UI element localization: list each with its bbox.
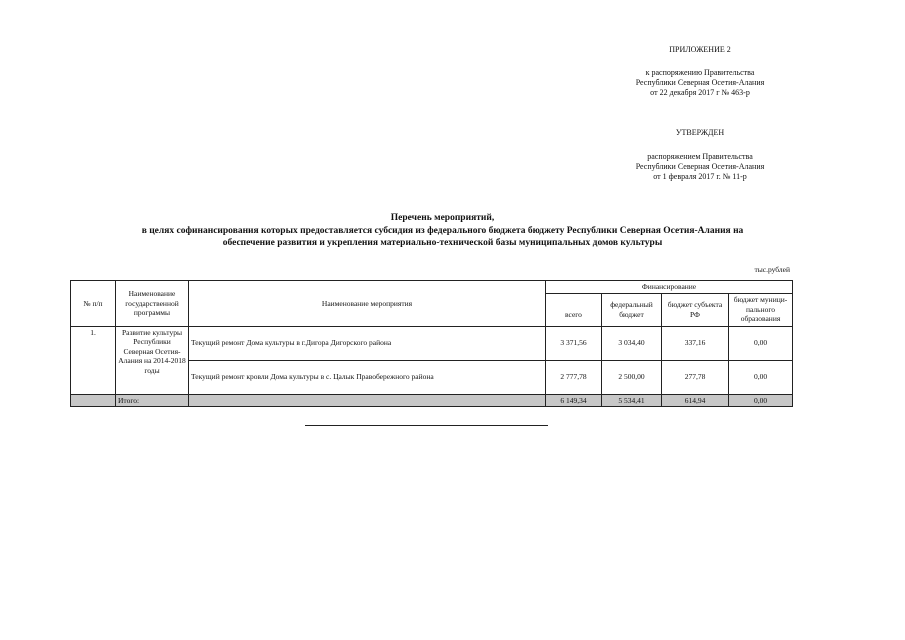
row-1-total: 3 371,56 [546, 326, 602, 360]
total-label: Итого: [116, 394, 189, 407]
approved-line-3: от 1 февраля 2017 г. № 11-р [653, 172, 747, 181]
row-1-event: Текущий ремонт Дома культуры в г.Дигора Дигорского района [189, 326, 546, 360]
events-table [70, 280, 793, 407]
approved-title: УТВЕРЖДЕН [675, 128, 725, 137]
appendix-line-2: Республики Северная Осетия-Алания [635, 78, 765, 87]
row-1-subject: 337,16 [662, 326, 729, 360]
row-2-event: Текущий ремонт кровли Дома культуры в с. Цалык Правобережного района [189, 360, 546, 394]
row-2-municipal: 0,00 [729, 360, 793, 394]
document-title-line-3: обеспечение развития и укрепления материально-технической базы муниципальных домов культуры [222, 238, 663, 248]
header-total: всего [546, 293, 602, 326]
header-subject: бюджет субъекта РФ [662, 293, 729, 326]
header-num: № п/п [71, 281, 116, 327]
row-2-federal: 2 500,00 [602, 360, 662, 394]
approved-line-1: распоряжением Правительства [647, 152, 753, 161]
total-municipal: 0,00 [729, 394, 793, 407]
total-row [71, 394, 793, 407]
units-label: тыс.рублей [754, 265, 790, 274]
total-event-cell [189, 394, 546, 407]
row-2-total: 2 777,78 [546, 360, 602, 394]
header-municipal: бюджет муници-пального образования [729, 293, 793, 326]
group-num: 1. [71, 326, 116, 394]
header-program: Наименование государственной программы [116, 281, 189, 327]
document-title-line-1: Перечень мероприятий, [390, 213, 495, 223]
header-federal: федеральный бюджет [602, 293, 662, 326]
row-1-federal: 3 034,40 [602, 326, 662, 360]
appendix-block [615, 68, 785, 98]
group-program: Развитие культуры Республики Северная Осетия-Алания на 2014-2018 годы [116, 326, 189, 394]
header-financing: Финансирование [546, 281, 793, 294]
appendix-line-3: от 22 декабря 2017 г № 463-р [650, 88, 750, 97]
approved-line-2: Республики Северная Осетия-Алания [635, 162, 765, 171]
total-num-cell [71, 394, 116, 407]
row-1-municipal: 0,00 [729, 326, 793, 360]
approved-block [615, 152, 785, 182]
table-row [71, 326, 793, 360]
signature-line [305, 425, 548, 426]
document-title [60, 212, 825, 250]
total-federal: 5 534,41 [602, 394, 662, 407]
appendix-line-1: к распоряжению Правительства [645, 68, 755, 77]
total-sum: 6 149,34 [546, 394, 602, 407]
row-2-subject: 277,78 [662, 360, 729, 394]
document-title-line-2: в целях софинансирования которых предоставляется субсидия из федерального бюджета бюджету Республики Северная Осетия-Алания на [141, 225, 744, 236]
appendix-title: ПРИЛОЖЕНИЕ 2 [669, 45, 731, 54]
header-event: Наименование мероприятия [189, 281, 546, 327]
total-subject: 614,94 [662, 394, 729, 407]
table-header-row-1 [71, 281, 793, 294]
